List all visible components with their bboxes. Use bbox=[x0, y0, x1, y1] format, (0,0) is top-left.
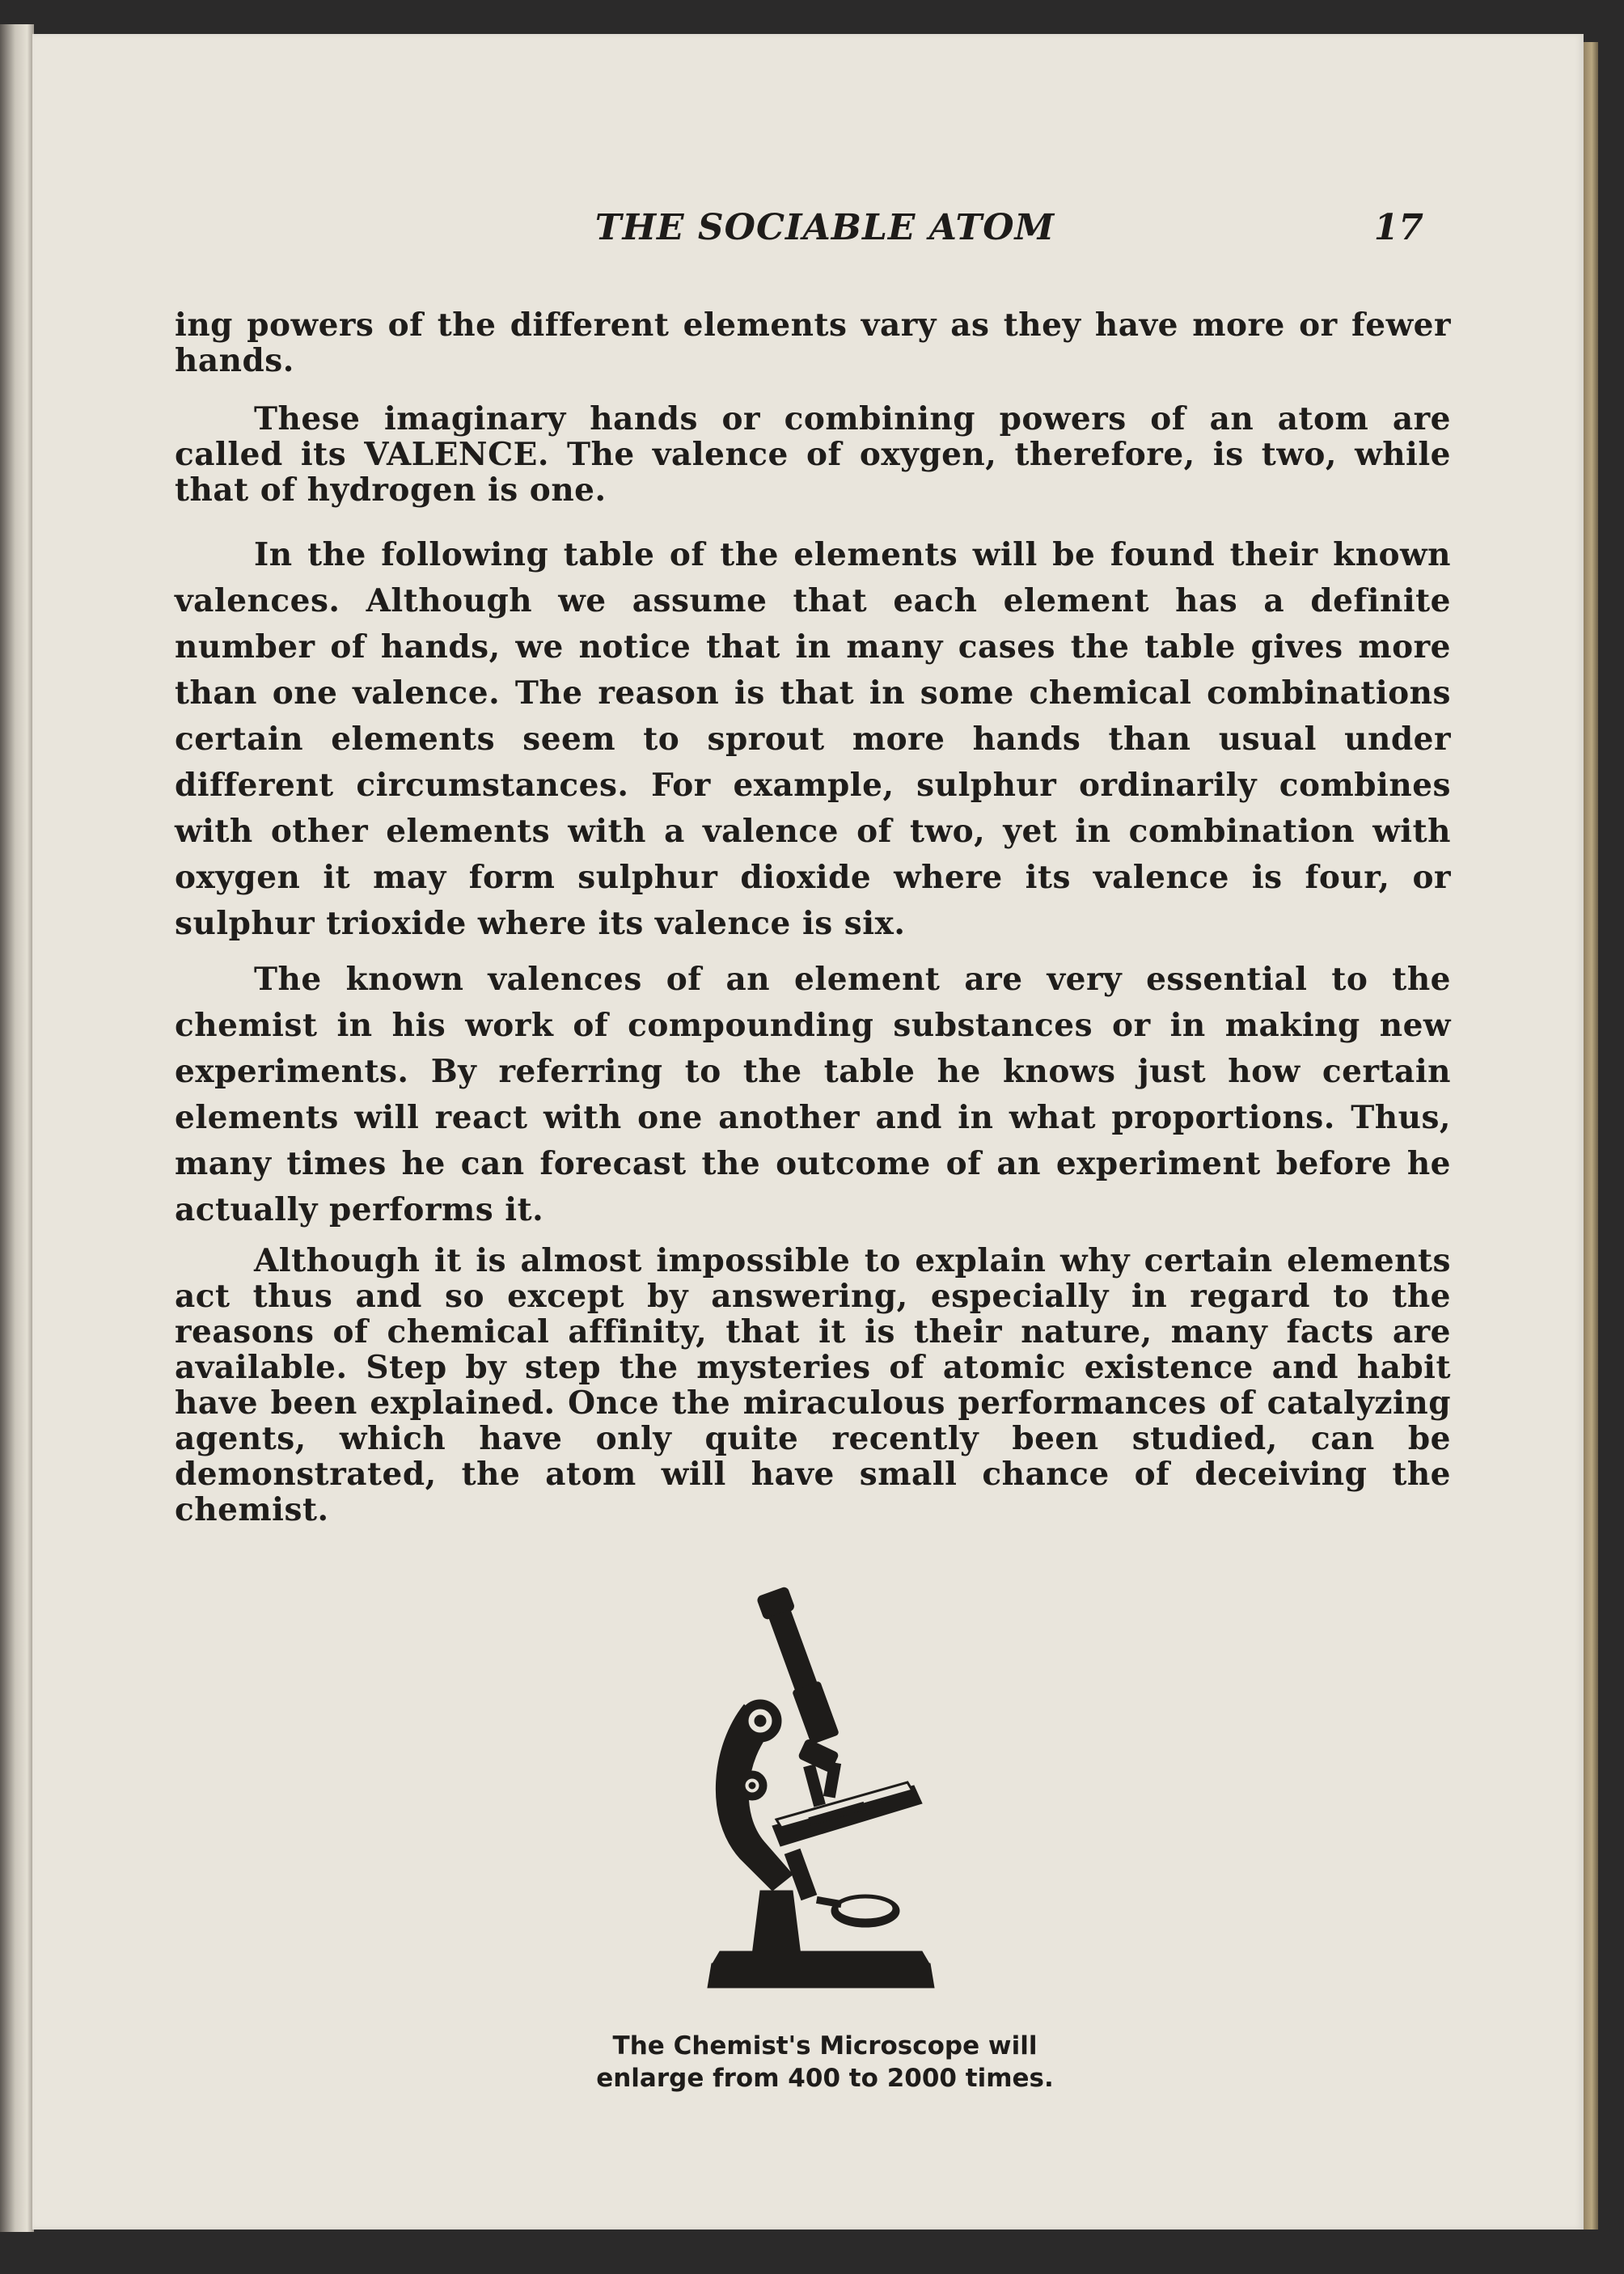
running-title: THE SOCIABLE ATOM bbox=[594, 207, 1055, 248]
left-page-edge bbox=[0, 24, 34, 2232]
running-head bbox=[32, 207, 1584, 256]
paragraph-2: These imaginary hands or combining powers of an atom are called its VALENCE. The valence of oxygen, therefore, is two, while that of hydrogen is one. bbox=[175, 400, 1451, 509]
right-page-edge bbox=[1582, 42, 1598, 2230]
figure-caption bbox=[550, 2030, 1100, 2094]
book-page bbox=[32, 34, 1584, 2230]
microscope-icon bbox=[696, 1583, 954, 2020]
paragraph-4: The known valences of an element are very essential to the chemist in his work of compounding substances or in making new experiments. By referring to the table he knows just how certain elements will react with one another and in what proportions. Thus, many times he can forecast the outcome of an experiment before he actually performs it. bbox=[175, 961, 1451, 1228]
microscope-figure bbox=[696, 1583, 954, 2020]
caption-line-1: The Chemist's Microscope will bbox=[612, 2031, 1038, 2061]
body-text bbox=[175, 307, 1451, 1528]
paragraph-3: In the following table of the elements will be found their known valences. Although we assume that each element has a definite number of hands, we notice that in many cases the table gives more than one valence. The reason is that in some chemical combinations certain elements seem to sprout more hands than usual under different circumstances. For example, sulphur ordinarily combines with other elements with a valence of two, yet in combination with oxygen it may form sulphur dioxide where its valence is four, or sulphur trioxide where its valence is six. bbox=[175, 536, 1451, 942]
caption-line-2: enlarge from 400 to 2000 times. bbox=[596, 2064, 1054, 2093]
page-number: 17 bbox=[1373, 207, 1423, 248]
paragraph-5: Although it is almost impossible to explain why certain elements act thus and so except by answering, especially in regard to the reasons of chemical affinity, that it is their nature, many facts are available. Step by step the mysteries of atomic existence and habit have been explained. Once the miraculous performances of catalyzing agents, which have only quite recently been studied, can be demonstrated, the atom will have small chance of deceiving the chemist. bbox=[175, 1242, 1451, 1528]
paragraph-1: ing powers of the different elements vary as they have more or fewer hands. bbox=[175, 306, 1451, 379]
